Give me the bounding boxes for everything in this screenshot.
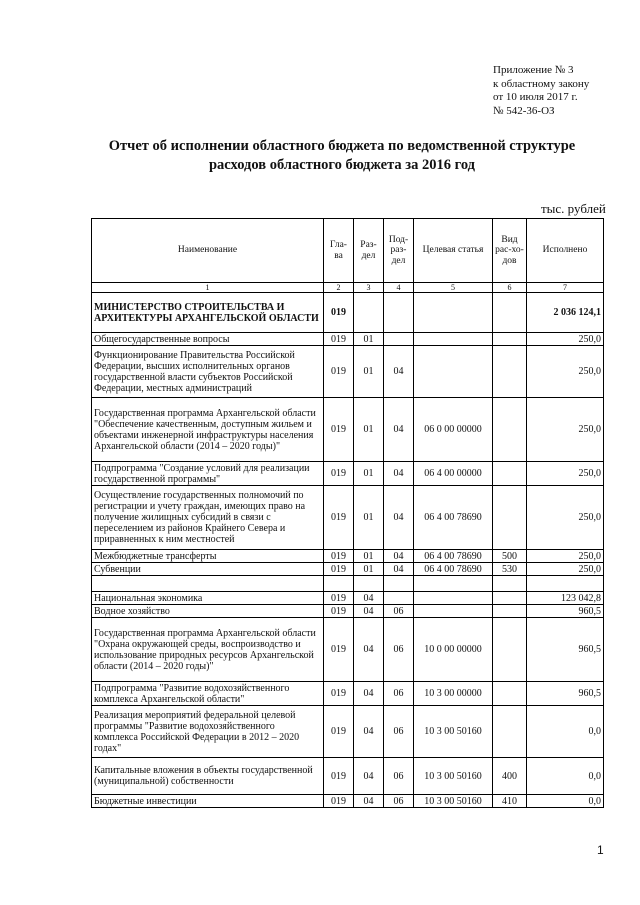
title-line: Отчет об исполнении областного бюджета по ведомственной структуре	[108, 138, 576, 154]
header-target: Целевая статья	[414, 219, 493, 283]
cell-podrazdel: 04	[384, 563, 414, 576]
cell-podrazdel: 04	[384, 346, 414, 398]
cell-vid	[493, 605, 527, 618]
cell-executed: 250,0	[527, 346, 604, 398]
cell-razdel	[354, 293, 384, 333]
cell-podrazdel: 04	[384, 398, 414, 462]
cell-razdel	[354, 576, 384, 592]
column-number: 1	[92, 283, 324, 293]
cell-executed: 0,0	[527, 758, 604, 795]
cell-target: 06 4 00 78690	[414, 486, 493, 550]
cell-target	[414, 346, 493, 398]
cell-target: 10 3 00 50160	[414, 706, 493, 758]
cell-podrazdel	[384, 293, 414, 333]
cell-name: Осуществление государственных полномочий по регистрации и учету граждан, имеющих право на получение жилищных субсидий в связи с переселением из районов Крайнего Севера и приравненных к ним местностей	[92, 486, 324, 550]
appendix-line: Приложение № 3	[493, 64, 574, 76]
cell-name: Капитальные вложения в объекты государственной (муниципальной) собственности	[92, 758, 324, 795]
cell-executed: 960,5	[527, 682, 604, 706]
appendix-block	[493, 64, 589, 118]
cell-name: Субвенции	[92, 563, 324, 576]
cell-vid	[493, 293, 527, 333]
cell-name: Водное хозяйство	[92, 605, 324, 618]
cell-name: Функционирование Правительства Российской Федерации, высших исполнительных органов государственной власти субъектов Российской Федерации, местных администраций	[92, 346, 324, 398]
column-number: 4	[384, 283, 414, 293]
cell-target: 06 0 00 00000	[414, 398, 493, 462]
cell-name: Межбюджетные трансферты	[92, 550, 324, 563]
cell-name: Подпрограмма "Развитие водохозяйственного комплекса Архангельской области"	[92, 682, 324, 706]
cell-razdel: 04	[354, 592, 384, 605]
cell-target: 10 3 00 50160	[414, 795, 493, 808]
cell-vid	[493, 486, 527, 550]
cell-podrazdel: 06	[384, 682, 414, 706]
cell-vid	[493, 592, 527, 605]
cell-vid: 400	[493, 758, 527, 795]
cell-target: 06 4 00 78690	[414, 550, 493, 563]
cell-executed: 0,0	[527, 706, 604, 758]
cell-glava: 019	[324, 486, 354, 550]
appendix-line: № 542-36-ОЗ	[493, 104, 555, 117]
table-row	[92, 576, 604, 592]
cell-vid	[493, 333, 527, 346]
cell-executed: 250,0	[527, 550, 604, 563]
cell-name: Реализация мероприятий федеральной целевой программы "Развитие водохозяйственного комплекса Российской Федерации в 2012 – 2020 годах"	[92, 706, 324, 758]
cell-executed: 250,0	[527, 486, 604, 550]
column-number: 3	[354, 283, 384, 293]
cell-razdel: 01	[354, 333, 384, 346]
cell-podrazdel: 06	[384, 795, 414, 808]
cell-target: 06 4 00 78690	[414, 563, 493, 576]
cell-target	[414, 576, 493, 592]
table-row	[92, 462, 604, 486]
cell-glava: 019	[324, 398, 354, 462]
table-row	[92, 486, 604, 550]
header-name: Наименование	[92, 219, 324, 283]
cell-name: Подпрограмма "Создание условий для реализации государственной программы"	[92, 462, 324, 486]
cell-razdel: 01	[354, 563, 384, 576]
cell-razdel: 01	[354, 550, 384, 563]
cell-razdel: 01	[354, 462, 384, 486]
table-body	[92, 293, 604, 808]
cell-target: 06 4 00 00000	[414, 462, 493, 486]
cell-target	[414, 605, 493, 618]
header-razdel: Раз-дел	[354, 219, 384, 283]
cell-name: Общегосударственные вопросы	[92, 333, 324, 346]
cell-vid	[493, 706, 527, 758]
table-row	[92, 293, 604, 333]
cell-vid: 530	[493, 563, 527, 576]
cell-razdel: 04	[354, 605, 384, 618]
cell-vid	[493, 398, 527, 462]
header-executed: Исполнено	[527, 219, 604, 283]
cell-razdel: 04	[354, 706, 384, 758]
cell-executed: 250,0	[527, 333, 604, 346]
cell-vid	[493, 682, 527, 706]
cell-glava: 019	[324, 605, 354, 618]
cell-razdel: 01	[354, 398, 384, 462]
cell-target	[414, 592, 493, 605]
cell-glava: 019	[324, 346, 354, 398]
cell-razdel: 04	[354, 758, 384, 795]
cell-executed: 123 042,8	[527, 592, 604, 605]
table-header-row	[92, 219, 604, 283]
cell-glava: 019	[324, 706, 354, 758]
cell-glava: 019	[324, 293, 354, 333]
cell-executed: 250,0	[527, 462, 604, 486]
table-row	[92, 563, 604, 576]
column-number: 2	[324, 283, 354, 293]
table-row	[92, 333, 604, 346]
appendix-line: к областному закону	[493, 77, 590, 90]
cell-podrazdel: 06	[384, 618, 414, 682]
cell-vid	[493, 618, 527, 682]
appendix-line: от 10 июля 2017 г.	[493, 91, 578, 103]
cell-glava: 019	[324, 592, 354, 605]
table-row	[92, 398, 604, 462]
cell-vid	[493, 346, 527, 398]
cell-vid: 500	[493, 550, 527, 563]
cell-razdel: 04	[354, 618, 384, 682]
column-number-row	[92, 283, 604, 293]
cell-glava: 019	[324, 462, 354, 486]
cell-podrazdel	[384, 592, 414, 605]
cell-podrazdel: 04	[384, 486, 414, 550]
cell-glava: 019	[324, 758, 354, 795]
cell-podrazdel	[384, 333, 414, 346]
cell-razdel: 04	[354, 795, 384, 808]
table-row	[92, 706, 604, 758]
cell-target: 10 3 00 00000	[414, 682, 493, 706]
cell-podrazdel: 06	[384, 605, 414, 618]
cell-podrazdel	[384, 576, 414, 592]
cell-podrazdel: 06	[384, 706, 414, 758]
cell-name: Государственная программа Архангельской области "Обеспечение качественным, доступным жильем и объектами инженерной инфраструктуры населения Архангельской области (2014 – 2020 годы)"	[92, 398, 324, 462]
header-glava: Гла-ва	[324, 219, 354, 283]
cell-name: Национальная экономика	[92, 592, 324, 605]
cell-name: Бюджетные инвестиции	[92, 795, 324, 808]
cell-target	[414, 333, 493, 346]
header-vid: Вид рас-хо-дов	[493, 219, 527, 283]
cell-podrazdel: 06	[384, 758, 414, 795]
cell-glava: 019	[324, 795, 354, 808]
cell-vid	[493, 576, 527, 592]
table-row	[92, 346, 604, 398]
cell-name: Государственная программа Архангельской области "Охрана окружающей среды, воспроизводство и использование природных ресурсов Архангельской области (2014 – 2020 годы)"	[92, 618, 324, 682]
cell-glava: 019	[324, 682, 354, 706]
cell-executed: 960,5	[527, 618, 604, 682]
table-row	[92, 682, 604, 706]
cell-glava: 019	[324, 333, 354, 346]
column-number: 5	[414, 283, 493, 293]
cell-glava	[324, 576, 354, 592]
cell-executed: 2 036 124,1	[527, 293, 604, 333]
cell-vid	[493, 462, 527, 486]
cell-razdel: 04	[354, 682, 384, 706]
cell-razdel: 01	[354, 346, 384, 398]
cell-glava: 019	[324, 550, 354, 563]
cell-executed	[527, 576, 604, 592]
cell-razdel: 01	[354, 486, 384, 550]
cell-target: 10 0 00 00000	[414, 618, 493, 682]
cell-executed: 250,0	[527, 563, 604, 576]
column-number: 6	[493, 283, 527, 293]
cell-name	[92, 576, 324, 592]
table-row	[92, 795, 604, 808]
cell-target: 10 3 00 50160	[414, 758, 493, 795]
table-row	[92, 618, 604, 682]
cell-name: МИНИСТЕРСТВО СТРОИТЕЛЬСТВА И АРХИТЕКТУРЫ АРХАНГЕЛЬСКОЙ ОБЛАСТИ	[92, 293, 324, 333]
table-row	[92, 758, 604, 795]
cell-vid: 410	[493, 795, 527, 808]
budget-table	[91, 218, 604, 808]
title-line: расходов областного бюджета за 2016 год	[208, 157, 476, 173]
table-row	[92, 592, 604, 605]
cell-target	[414, 293, 493, 333]
header-podrazdel: Под-раз-дел	[384, 219, 414, 283]
table-row	[92, 605, 604, 618]
document-title	[0, 137, 640, 175]
cell-glava: 019	[324, 618, 354, 682]
units-label: тыс. рублей	[541, 201, 606, 216]
cell-glava: 019	[324, 563, 354, 576]
cell-executed: 960,5	[527, 605, 604, 618]
cell-executed: 250,0	[527, 398, 604, 462]
table-row	[92, 550, 604, 563]
page-number: 1	[597, 843, 604, 857]
column-number: 7	[527, 283, 604, 293]
cell-executed: 0,0	[527, 795, 604, 808]
cell-podrazdel: 04	[384, 550, 414, 563]
cell-podrazdel: 04	[384, 462, 414, 486]
